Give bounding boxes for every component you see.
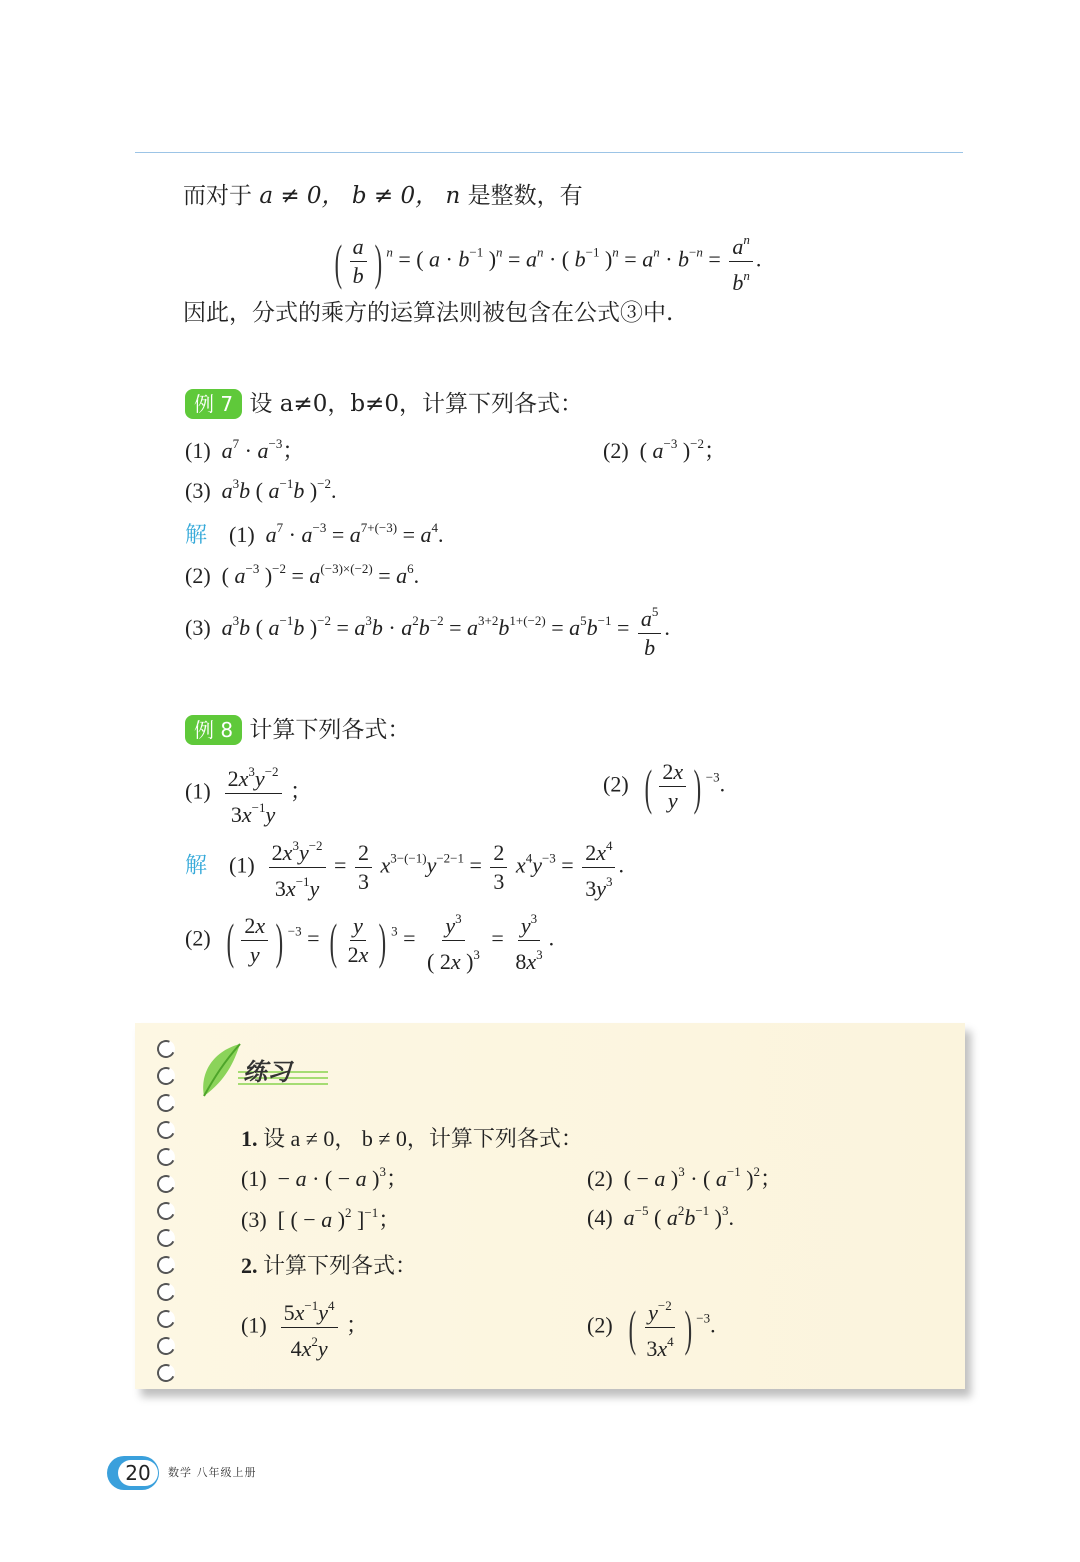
example8-badge: 例 8 (185, 715, 242, 745)
practice-1-item-1: (1) − a · ( − a )$^3$； (241, 1164, 408, 1191)
example7-q1: (1) $a^7 \cdot a^{-3}$； (185, 436, 305, 463)
intro-formula: ( $\frac{a}{b}$ ) $^n$ = ( $a \cdot b^{-1}$ )$^n = a^n$ · ( $b^{-1}$ )$^n = a^n \cdot b^{-n}$ = $\frac{a^n}{b^n}$ . (330, 228, 761, 295)
header-rule (135, 152, 963, 153)
example7-badge: 例 7 (185, 389, 242, 419)
practice-1-item-2: (2) ( − a )$^3$ · ( $a^{-1}$ )$^2$； (587, 1164, 783, 1191)
example7-solution-label: 解 (185, 523, 208, 548)
example8-solution-label: 解 (185, 853, 208, 879)
page-number: 20 (118, 1460, 158, 1486)
page-number-badge (107, 1456, 159, 1490)
practice-1-heading: 1. 设 a ≠ 0， b ≠ 0，计算下列各式： (241, 1126, 583, 1151)
example7-title: 设 a≠0，b≠0，计算下列各式： (249, 391, 583, 417)
example8-heading (185, 715, 410, 745)
example8-solution-2: (2) ( $\frac{2x}{y}$ ) $^{-3}$ = ( $\frac{y}{2x}$ ) $^3$ = $\frac{y^3}{( 2x )^3}$ = $\frac{y^3}{8x^3}$ . (185, 907, 554, 974)
example8-solution-1: 解 (1) $\frac{2x^3y^{-2}}{3x^{-1}y}$ = $\frac{2}{3}$ $x^{3-(-1)}y^{-2-1}$ = $\frac{2}{3}$ $x^4y^{-3}$ = $\frac{2x^4}{3y^3}$ . (185, 834, 624, 901)
example8-title: 计算下列各式： (249, 717, 411, 743)
example7-heading (185, 389, 583, 419)
example8-q1: (1) $\frac{2x^3y^{-2}}{3x^{-1}y}$ ； (185, 760, 312, 827)
book-title: 数学 八年级上册 (168, 1466, 257, 1479)
practice-2-heading: 2. 计算下列各式： (241, 1253, 418, 1278)
example7-q3: (3) $a^3b$ ( $a^{-1}b$ )$^{-2}$. (185, 476, 337, 503)
practice-2-item-1: (1) $\frac{5x^{-1}y^4}{4x^2y}$ ； (241, 1294, 368, 1361)
practice-1-item-3: (3) [ ( − a )$^2$ ]$^{-1}$； (241, 1205, 401, 1232)
practice-2-item-2: (2) ( $\frac{y^{-2}}{3x^4}$ ) $^{-3}$. (587, 1294, 716, 1361)
example7-q2: (2) ( $a^{-3}$ )$^{-2}$； (603, 436, 727, 463)
practice-1-item-4: (4) $a^{-5}$ ( $a^2b^{-1}$ )$^3$. (587, 1203, 734, 1230)
intro-conclusion: 因此，分式的乘方的运算法则被包含在公式③中. (183, 300, 674, 326)
intro-line: 而对于 a ≠ 0， b ≠ 0， n 是整数，有 (183, 183, 583, 209)
example7-solution-1: 解 (1) $a^7 \cdot a^{-3} = a^{7+(-3)} = a^4$. (185, 520, 444, 548)
leaf-icon (196, 1040, 244, 1100)
example8-q2: (2) ( $\frac{2x}{y}$ ) $^{-3}$. (603, 758, 726, 815)
example7-solution-3: (3) $a^3b$ ( $a^{-1}b$ )$^{-2} = a^3b \cdot a^2b^{-2} = a^{3+2}b^{1+(-2)} = a^5b^{-1}$ = $\frac{a^5}{b}$ . (185, 600, 670, 660)
practice-heading: 练习 (243, 1058, 291, 1086)
example7-solution-2: (2) ( $a^{-3}$ )$^{-2} = a^{(-3)\times(-2)} = a^6$. (185, 561, 420, 588)
